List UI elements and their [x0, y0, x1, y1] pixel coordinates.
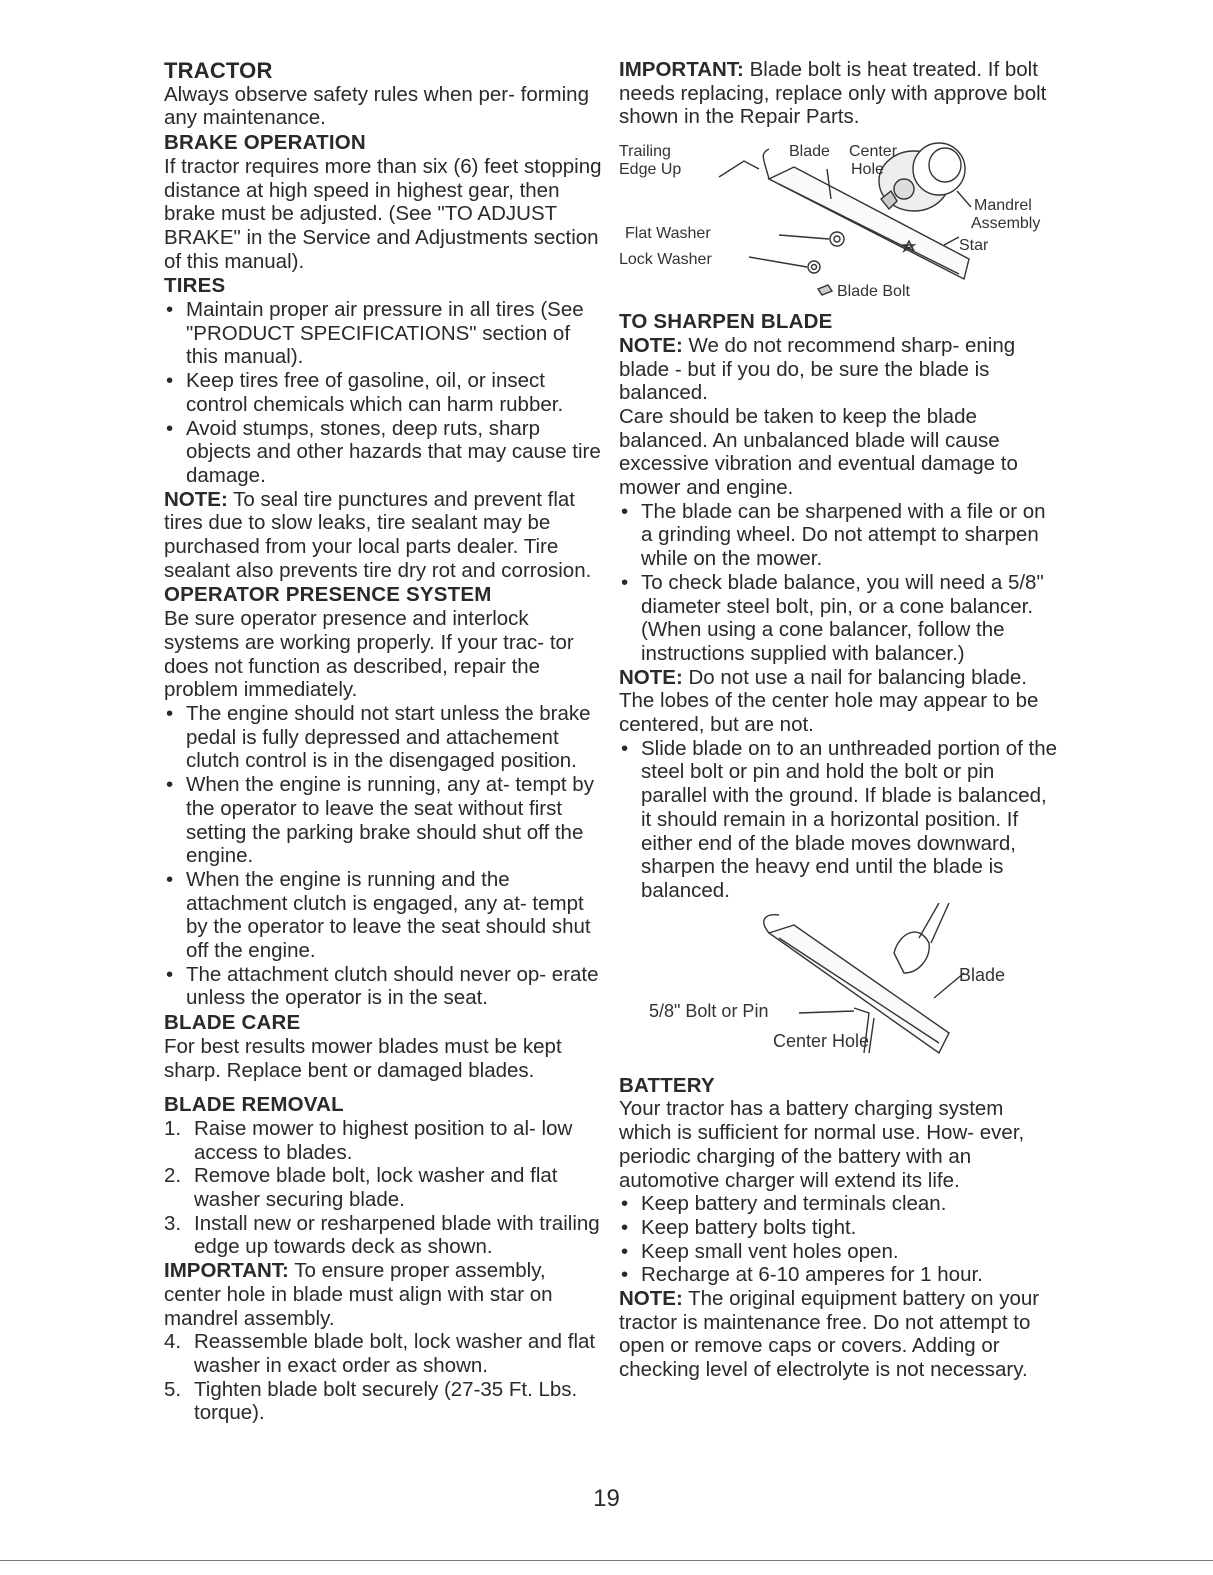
brake-operation-heading: BRAKE OPERATION [164, 131, 366, 155]
label-assembly: Assembly [971, 215, 1041, 233]
bullet-dot-icon: • [621, 736, 629, 760]
battery-text: Your tractor has a battery charging system which is sufficient for normal use. How- ever, periodic charging of the battery with an automotive charger will extend its life. [619, 1097, 1025, 1192]
list-item: • Slide blade on to an unthreaded portion of the steel bolt or pin and hold the bolt or pin parallel with the ground. If blade is balanced, it should remain in a horizontal position. If either end of the blade moves downward, sharpen the heavy end until the blade is balanced. [621, 736, 1058, 902]
battery-list [619, 1192, 1059, 1287]
battery-heading: BATTERY [619, 1073, 715, 1097]
bullet-dot-icon: • [166, 867, 174, 891]
bullet-dot-icon: • [621, 1239, 629, 1263]
label-mandrel: Mandrel [974, 197, 1032, 215]
blade-removal-steps-continued [164, 1330, 604, 1425]
list-item: • Keep small vent holes open. [621, 1239, 899, 1263]
tractor-intro: Always observe safety rules when per- forming any maintenance. [164, 82, 589, 130]
important-label: IMPORTANT: [619, 58, 744, 81]
label-center-hole: Center Hole [773, 1030, 870, 1051]
note-label: NOTE: [619, 1287, 683, 1311]
label-lock-washer: Lock Washer [619, 251, 712, 269]
list-item: • Recharge at 6-10 amperes for 1 hour. [621, 1263, 983, 1287]
right-column [619, 58, 1059, 1382]
page-number: 19 [593, 1485, 620, 1512]
footer-divider [0, 1560, 1213, 1561]
blade-care-text: For best results mower blades must be kept sharp. Replace bent or damaged blades. [164, 1034, 562, 1082]
note-label: NOTE: [619, 333, 683, 357]
list-item: 5. Tighten blade bolt securely (27-35 Ft. Lbs. torque). [164, 1377, 578, 1425]
list-item: • The attachment clutch should never op- erate unless the operator is in the seat. [166, 962, 599, 1010]
list-item: • When the engine is running and the attachment clutch is engaged, any at- tempt by the operator to leave the seat should shut off the engine. [166, 867, 591, 963]
nail-note: NOTE: Do not use a nail for balancing blade. The lobes of the center hole may appear to be centered, but are not. [619, 665, 1039, 737]
list-item: 4. Reassemble blade bolt, lock washer and flat washer in exact order as shown. [164, 1330, 596, 1377]
important-label: IMPORTANT: [164, 1259, 289, 1283]
bullet-dot-icon: • [621, 499, 629, 523]
note-label: NOTE: [619, 665, 683, 689]
label-blade-bolt: Blade Bolt [837, 283, 910, 301]
bolt-important: IMPORTANT: Blade bolt is heat treated. If bolt needs replacing, replace only with approve bolt shown in the Repair Parts. [619, 58, 1047, 129]
bullet-dot-icon: • [166, 416, 174, 440]
bullet-dot-icon: • [621, 1263, 629, 1287]
blade-assembly-figure [619, 139, 1059, 309]
list-item: 3. Install new or resharpened blade with trailing edge up towards deck as shown. [164, 1211, 600, 1259]
bullet-dot-icon: • [166, 369, 174, 393]
sharpen-text: Care should be taken to keep the blade balanced. An unbalanced blade will cause excessive vibration and eventual damage to mower and engine. [619, 404, 1018, 500]
brake-operation-text: If tractor requires more than six (6) feet stopping distance at high speed in highest gear, then brake must be adjusted. (See "TO ADJUST BRAKE" in the Service and Adjustments section of this manual). [164, 154, 602, 273]
blade-removal-heading: BLADE REMOVAL [164, 1093, 344, 1117]
blade-removal-steps [164, 1117, 604, 1259]
left-column [164, 58, 604, 1425]
label-edge-up: Edge Up [619, 161, 682, 179]
tires-note: NOTE: To seal tire punctures and prevent flat tires due to slow leaks, tire sealant may be purchased from your local parts dealer. Tire sealant also prevents tire dry rot and corrosion. [164, 487, 592, 582]
label-flat-washer: Flat Washer [625, 225, 711, 243]
label-trailing: Trailing [619, 143, 671, 161]
bullet-dot-icon: • [621, 1215, 629, 1239]
bullet-dot-icon: • [166, 298, 174, 322]
sharpen-note: NOTE: We do not recommend sharp- ening blade - but if you do, be sure the blade is balanced. [619, 333, 1016, 405]
sharpen-blade-heading: TO SHARPEN BLADE [619, 310, 833, 334]
label-hole: Hole [851, 161, 884, 179]
blade-balance-figure [619, 903, 1059, 1073]
list-item: • Keep battery bolts tight. [621, 1215, 857, 1239]
list-item: • The blade can be sharpened with a file or on a grinding wheel. Do not attempt to sharpen while on the mower. [621, 499, 1046, 571]
operator-presence-text: Be sure operator presence and interlock systems are working properly. If your trac- tor does not function as described, repair the problem immediately. [164, 607, 574, 702]
blade-removal-important: IMPORTANT: To ensure proper assembly, center hole in blade must align with star on mandrel assembly. [164, 1259, 553, 1330]
label-blade: Blade [959, 964, 1006, 985]
note-label: NOTE: [164, 487, 228, 511]
bullet-dot-icon: • [621, 1192, 629, 1216]
tractor-heading: TRACTOR [164, 58, 273, 83]
operator-presence-list [164, 702, 604, 1010]
list-item: • Keep battery and terminals clean. [621, 1192, 947, 1216]
list-item: • Keep tires free of gasoline, oil, or insect control chemicals which can harm rubber. [166, 369, 564, 416]
tires-list [164, 298, 604, 488]
list-item: • When the engine is running, any at- tempt by the operator to leave the seat without first setting the parking brake should shut off the engine. [166, 773, 594, 868]
list-item: • The engine should not start unless the brake pedal is fully depressed and attachement clutch control is in the disengaged position. [166, 701, 591, 773]
operator-presence-heading: OPERATOR PRESENCE SYSTEM [164, 583, 492, 607]
list-item: • Avoid stumps, stones, deep ruts, sharp objects and other hazards that may cause tire damage. [166, 416, 601, 487]
list-item: 1. Raise mower to highest position to al- low access to blades. [164, 1116, 573, 1164]
label-center: Center [849, 143, 898, 161]
bullet-dot-icon: • [166, 773, 174, 797]
list-item: • To check blade balance, you will need a 5/8" diameter steel bolt, pin, or a cone balancer. (When using a cone balancer, follow the instructions supplied with balancer.) [621, 570, 1044, 665]
sharpen-list [619, 500, 1059, 666]
balance-list [619, 737, 1059, 903]
label-star: Star [959, 237, 989, 255]
bullet-dot-icon: • [621, 570, 629, 594]
label-blade: Blade [789, 143, 830, 161]
list-item: 2. Remove blade bolt, lock washer and flat washer securing blade. [164, 1164, 558, 1212]
bullet-dot-icon: • [166, 701, 174, 725]
label-bolt-or-pin: 5/8" Bolt or Pin [649, 1000, 769, 1021]
tires-heading: TIRES [164, 274, 226, 298]
bullet-dot-icon: • [166, 962, 174, 986]
blade-care-heading: BLADE CARE [164, 1011, 301, 1035]
battery-note: NOTE: The original equipment battery on your tractor is maintenance free. Do not attempt to open or remove caps or covers. Adding or checking level of electrolyte is not necessary. [619, 1287, 1040, 1382]
list-item: • Maintain proper air pressure in all tires (See "PRODUCT SPECIFICATIONS" section of this manual). [166, 298, 584, 369]
